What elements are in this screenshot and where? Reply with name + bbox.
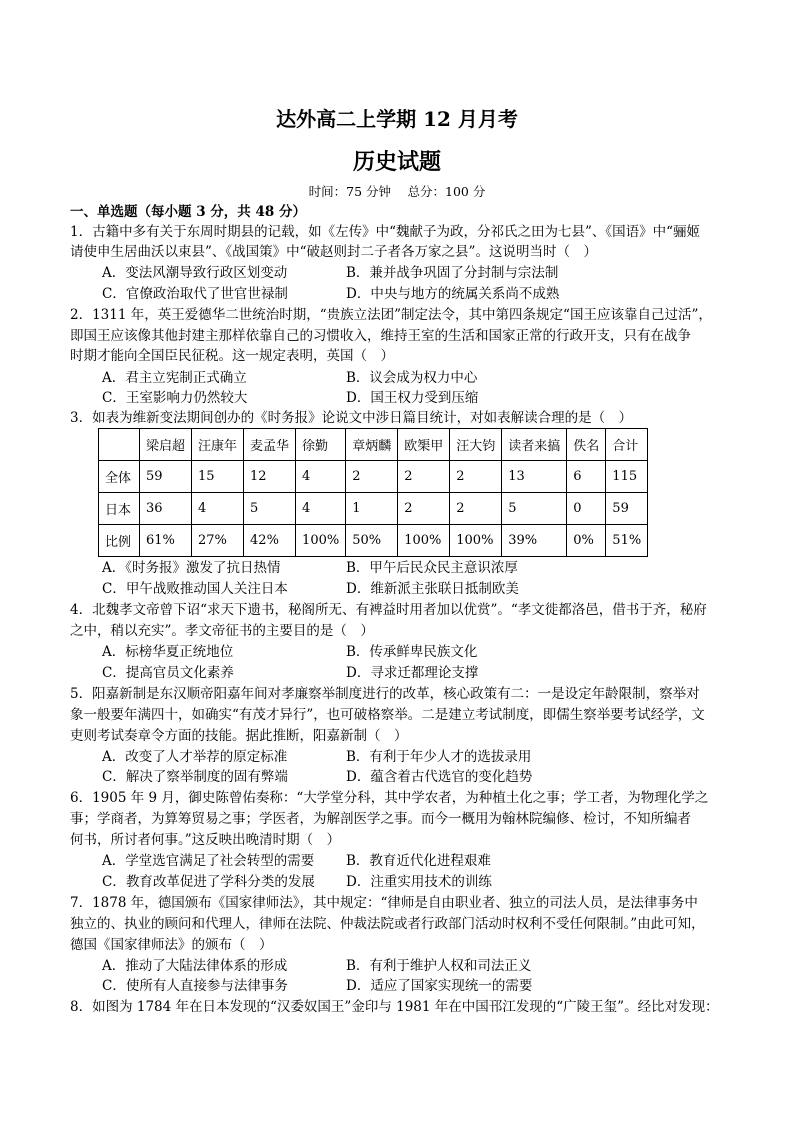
question-text: 事；学商者，为算筹贸易之事；学医者，为解剖医学之事。而今一概用为翰林院编修、检讨，不知所编者 bbox=[70, 811, 691, 827]
option-d: D．适应了国家实现统一的需要 bbox=[346, 978, 533, 994]
option-a: A．变法风潮导致行政区划变动 bbox=[102, 265, 288, 281]
table-cell: 2 bbox=[450, 461, 502, 493]
question-text: 独立的、执业的顾问和代理人，律师在法院、仲裁法院或者行政部门活动时权利不受任何限制。”由此可知， bbox=[70, 916, 705, 932]
table-cell: 2 bbox=[398, 493, 450, 525]
table-cell: 115 bbox=[606, 461, 648, 493]
table-cell: 比例 bbox=[99, 525, 140, 557]
option-c: C．官僚政治取代了世官世禄制 bbox=[102, 286, 288, 302]
option-c: C．教育改革促进了学科分类的发展 bbox=[102, 874, 315, 890]
option-a: A．标榜华夏正统地位 bbox=[102, 644, 234, 660]
table-cell: 15 bbox=[192, 461, 244, 493]
option-a: A．《时务报》激发了抗日热情 bbox=[102, 560, 281, 576]
question-text: 之中，稍以充实”。孝文帝征书的主要目的是（ ） bbox=[70, 623, 374, 639]
exam-subject: 历史试题 bbox=[352, 149, 441, 175]
option-a: A．推动了大陆法律体系的形成 bbox=[102, 958, 288, 974]
option-b: B．兼并战争巩固了分封制与宗法制 bbox=[346, 265, 559, 281]
table-cell: 读者来搞 bbox=[502, 429, 567, 461]
table-row bbox=[99, 461, 648, 493]
table-cell: 欧榘甲 bbox=[398, 429, 450, 461]
section-heading: 一、单选题（每小题 3 分，共 48 分） bbox=[70, 204, 306, 220]
table-cell: 59 bbox=[140, 461, 192, 493]
question-text: 时期才能向全国臣民征税。这一规定表明，英国（ ） bbox=[70, 348, 394, 364]
table-cell: 50% bbox=[346, 525, 398, 557]
table-cell: 2 bbox=[398, 461, 450, 493]
table-cell: 0% bbox=[567, 525, 606, 557]
table-cell: 13 bbox=[502, 461, 567, 493]
option-b: B．议会成为权力中心 bbox=[346, 370, 478, 386]
table-cell: 100% bbox=[296, 525, 346, 557]
option-b: B．传承鲜卑民族文化 bbox=[346, 644, 478, 660]
table-cell: 汪康年 bbox=[192, 429, 244, 461]
question-text: 象一般要年满四十，如确实“有茂才异行”，也可破格察举。二是建立考试制度，即儒生察举要考试经学，文 bbox=[70, 707, 705, 723]
table-cell: 2 bbox=[346, 461, 398, 493]
table-cell: 42% bbox=[244, 525, 296, 557]
question-text: 即国王应该像其他封建主那样依靠自己的习惯收入，维持王室的生活和国家正常的行政开支，只有在战争 bbox=[70, 328, 691, 344]
table-cell: 汪大钧 bbox=[450, 429, 502, 461]
option-c: C．使所有人直接参与法律事务 bbox=[102, 978, 288, 994]
option-d: D．维新派主张联日抵制欧美 bbox=[346, 581, 519, 597]
table-cell: 36 bbox=[140, 493, 192, 525]
exam-meta: 时间：75 分钟 总分：100 分 bbox=[308, 184, 486, 199]
table-cell: 全体 bbox=[99, 461, 140, 493]
table-cell bbox=[99, 429, 140, 461]
table-cell: 39% bbox=[502, 525, 567, 557]
table-cell: 0 bbox=[567, 493, 606, 525]
option-c: C．解决了察举制度的固有弊端 bbox=[102, 769, 288, 785]
question-text: 吏则考试奏章令方面的技能。据此推断，阳嘉新制（ ） bbox=[70, 728, 408, 744]
option-b: B．有利于维护人权和司法正义 bbox=[346, 958, 532, 974]
stats-table bbox=[98, 428, 648, 557]
table-cell: 12 bbox=[244, 461, 296, 493]
question-text: 4．北魏孝文帝曾下诏“求天下遗书，秘阁所无、有裨益时用者加以优赏”。“孝文徙都洛邑，借书于齐，秘府 bbox=[70, 602, 707, 618]
table-cell: 5 bbox=[502, 493, 567, 525]
question-text: 请使申生居曲沃以束县”、《战国策》中“破赵则封二子者各万家之县”。这说明当时（ ） bbox=[70, 244, 597, 260]
table-cell: 徐勤 bbox=[296, 429, 346, 461]
table-cell: 6 bbox=[567, 461, 606, 493]
table-cell: 合计 bbox=[606, 429, 648, 461]
option-d: D．中央与地方的统属关系尚不成熟 bbox=[346, 286, 560, 302]
question-text: 1．古籍中多有关于东周时期县的记载，如《左传》中“魏献子为政，分祁氏之田为七县”、《国语》中“骊姬 bbox=[70, 224, 701, 240]
option-a: A．学堂选官满足了社会转型的需要 bbox=[102, 853, 315, 869]
table-cell: 日本 bbox=[99, 493, 140, 525]
option-c: C．王室影响力仍然较大 bbox=[102, 390, 248, 406]
table-cell: 61% bbox=[140, 525, 192, 557]
table-cell: 4 bbox=[296, 493, 346, 525]
question-text: 6．1905 年 9 月，御史陈曾佑奏称：“大学堂分科，其中学农者，为种植土化之事；学工者，为物理化学之 bbox=[70, 790, 709, 806]
option-a: A．君主立宪制正式确立 bbox=[102, 370, 247, 386]
option-d: D．注重实用技术的训练 bbox=[346, 874, 492, 890]
table-row bbox=[99, 493, 648, 525]
option-b: B．教育近代化进程艰难 bbox=[346, 853, 491, 869]
table-cell: 100% bbox=[398, 525, 450, 557]
option-d: D．寻求迁都理论支撑 bbox=[346, 665, 479, 681]
question-text: 何书，所讨者何事。”这反映出晚清时期（ ） bbox=[70, 832, 341, 848]
option-d: D．蕴含着古代选官的变化趋势 bbox=[346, 769, 533, 785]
question-text: 3．如表为维新变法期间创办的《时务报》论说文中涉日篇目统计，对如表解读合理的是（ ） bbox=[70, 410, 633, 426]
table-cell: 4 bbox=[296, 461, 346, 493]
table-cell: 51% bbox=[606, 525, 648, 557]
table-header-row bbox=[99, 429, 648, 461]
question-text: 7．1878 年，德国颁布《国家律师法》，其中规定：“律师是自由职业者、独立的司法人员，是法律事务中 bbox=[70, 895, 698, 911]
exam-title: 达外高二上学期 12 月月考 bbox=[276, 107, 518, 131]
table-cell: 1 bbox=[346, 493, 398, 525]
table-cell: 2 bbox=[450, 493, 502, 525]
table-cell: 麦孟华 bbox=[244, 429, 296, 461]
table-cell: 4 bbox=[192, 493, 244, 525]
table-cell: 59 bbox=[606, 493, 648, 525]
option-c: C．提高官员文化素养 bbox=[102, 665, 234, 681]
option-a: A．改变了人才举荐的原定标准 bbox=[102, 749, 288, 765]
table-row bbox=[99, 525, 648, 557]
question-text: 德国《国家律师法》的颁布（ ） bbox=[70, 937, 273, 953]
table-cell: 章炳麟 bbox=[346, 429, 398, 461]
option-d: D．国王权力受到压缩 bbox=[346, 390, 479, 406]
question-text: 5．阳嘉新制是东汉顺帝阳嘉年间对孝廉察举制度进行的改革，核心政策有二：一是设定年龄限制，察举对 bbox=[70, 686, 700, 702]
table-cell: 27% bbox=[192, 525, 244, 557]
table-cell: 梁启超 bbox=[140, 429, 192, 461]
table-cell: 100% bbox=[450, 525, 502, 557]
table-cell: 5 bbox=[244, 493, 296, 525]
question-text: 2．1311 年，英王爱德华二世统治时期，“贵族立法团”制定法令，其中第四条规定“国王应该靠自己过活”， bbox=[70, 307, 712, 323]
option-b: B．有利于年少人才的选拔录用 bbox=[346, 749, 532, 765]
option-c: C．甲午战败推动国人关注日本 bbox=[102, 581, 288, 597]
option-b: B．甲午后民众民主意识浓厚 bbox=[346, 560, 518, 576]
table-cell: 佚名 bbox=[567, 429, 606, 461]
question-text: 8．如图为 1784 年在日本发现的“汉委奴国王”金印与 1981 年在中国邗江发现的“广陵王玺”。经比对发现： bbox=[70, 999, 719, 1015]
